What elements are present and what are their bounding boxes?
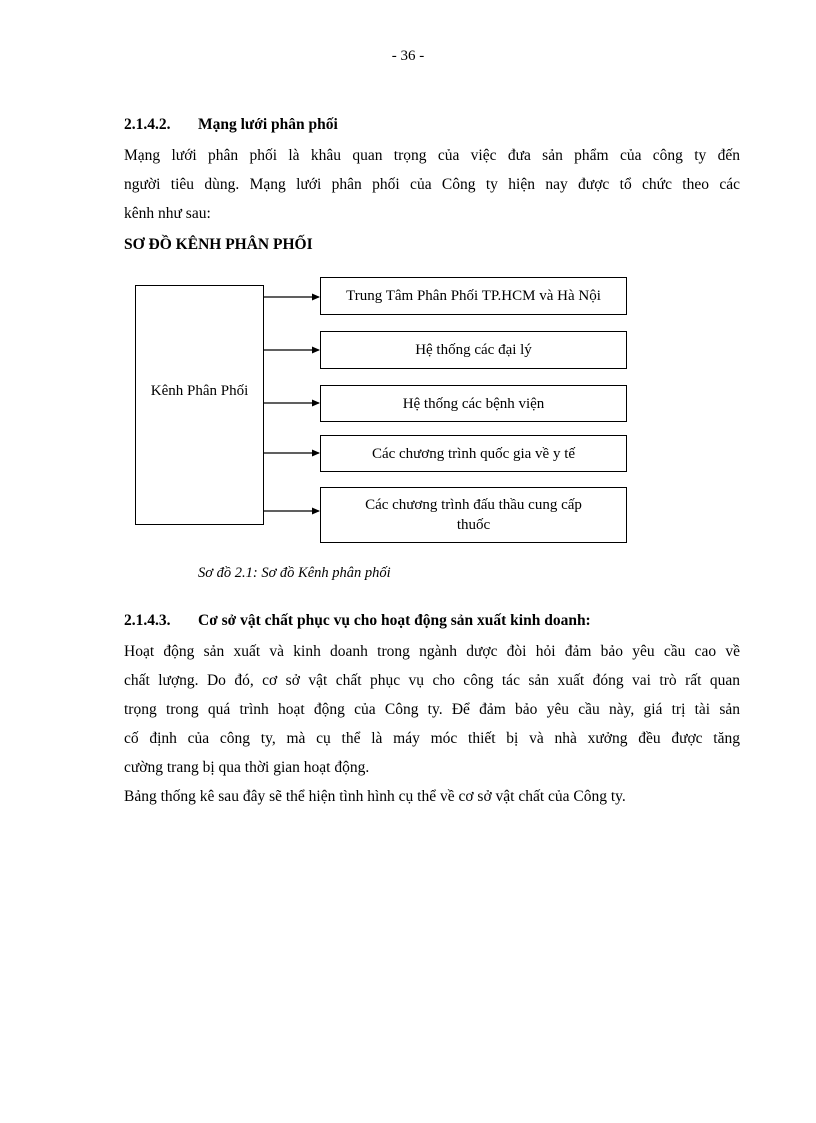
paragraph-line: người tiêu dùng. Mạng lưới phân phối của Công ty hiện nay được tổ chức theo các (124, 176, 740, 193)
target-node-1 (320, 277, 627, 315)
section-title: Mạng lưới phân phối (198, 116, 338, 133)
source-node-box (135, 285, 264, 525)
page-number: - 36 - (391, 48, 425, 64)
paragraph-line: Bảng thống kê sau đây sẽ thể hiện tình hình cụ thể về cơ sở vật chất của Công ty. (124, 788, 626, 805)
target-node-label: Trung Tâm Phân Phối TP.HCM và Hà Nội (346, 288, 601, 304)
section-title: Cơ sở vật chất phục vụ cho hoạt động sản xuất kinh doanh: (198, 612, 591, 629)
section-number: 2.1.4.3. (124, 612, 171, 629)
target-node-label: Các chương trình quốc gia về y tế (371, 445, 576, 462)
target-node-3 (320, 385, 627, 422)
paragraph-line: trọng trong quá trình hoạt động của Công ty. Để đảm bảo yêu cầu này, giá trị tài sản (124, 701, 740, 718)
target-node-4 (320, 435, 627, 472)
paragraph-line: chất lượng. Do đó, cơ sở vật chất phục vụ cho công tác sản xuất đóng vai trò rất quan (124, 672, 740, 689)
paragraph-line: cường trang bị qua thời gian hoạt động. (124, 759, 370, 776)
paragraph-line: Hoạt động sản xuất và kinh doanh trong ngành dược đòi hỏi đảm bảo yêu cầu cao về (124, 643, 740, 660)
target-node-label: Các chương trình đấu thầu cung cấp thuốc (365, 497, 582, 533)
paragraph-line: Mạng lưới phân phối là khâu quan trọng của việc đưa sản phẩm của công ty đến (124, 147, 740, 164)
target-node-label: Hệ thống các bệnh viện (402, 395, 545, 412)
diagram-title: SƠ ĐỒ KÊNH PHÂN PHỐI (124, 236, 313, 253)
target-node-2 (320, 331, 627, 369)
diagram-caption: Sơ đồ 2.1: Sơ đồ Kênh phân phối (198, 565, 391, 581)
target-node-label: Hệ thống các đại lý (415, 342, 532, 358)
section-number: 2.1.4.2. (124, 116, 171, 133)
source-node-label: Kênh Phân Phối (150, 383, 249, 399)
target-node-5 (320, 487, 627, 543)
paragraph-line: cố định của công ty, mà cụ thể là máy móc thiết bị và nhà xưởng đều được tăng (124, 730, 740, 747)
paragraph-line: kênh như sau: (124, 205, 211, 222)
section-heading-2-1-4-3 (124, 612, 591, 630)
section-2-paragraph (124, 637, 740, 811)
